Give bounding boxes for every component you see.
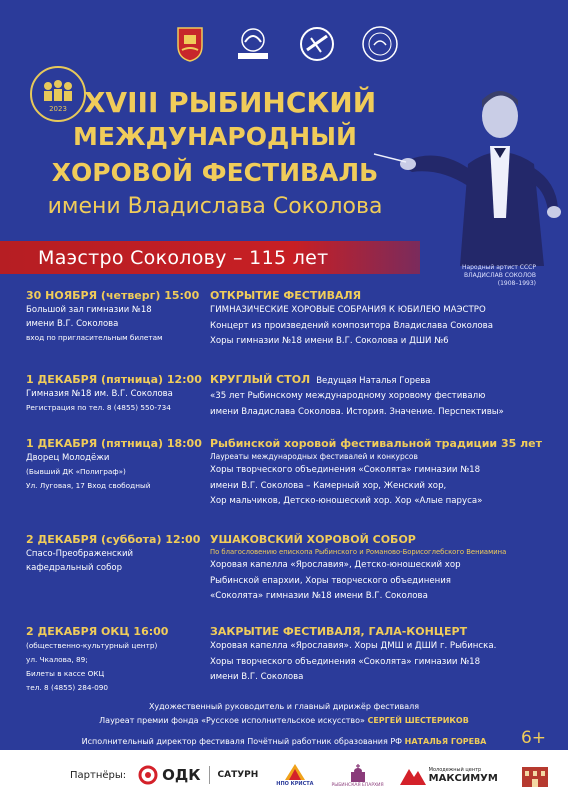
- eparchy-text: РЫБИНСКАЯ ЕПАРХИЯ: [331, 782, 384, 788]
- event-when-where: [26, 532, 206, 575]
- footer-line-1: Художественный руководитель и главный дирижёр фестиваля: [148, 702, 420, 711]
- footer-award: Лауреат премии фонда «Русское исполнительское искусство»: [99, 716, 365, 725]
- saturn-logo: [218, 770, 259, 780]
- event-date: 2 ДЕКАБРЯ ОКЦ 16:00: [26, 625, 169, 638]
- caption-years: (1908–1993): [497, 280, 536, 287]
- event-when-where: [26, 436, 206, 493]
- event-title: УШАКОВСКИЙ ХОРОВОЙ СОБОР: [210, 533, 416, 546]
- event-line: Хор мальчиков, Детско-юношеский хор. Хор «Алые паруса»: [210, 496, 483, 506]
- eparchy-logo: [332, 763, 384, 788]
- organizer-logos: [170, 20, 400, 68]
- odk-swirl-icon: [138, 765, 158, 785]
- title-line-1: XVIII РЫБИНСКИЙ: [83, 86, 377, 119]
- event-line: «35 лет Рыбинскому международному хоровому фестивалю: [210, 391, 486, 401]
- event-subtitle: Лауреаты международных фестивалей и конкурсов: [210, 452, 418, 461]
- event-place: Спасо-Преображенский: [26, 549, 134, 559]
- event-line: Хоры творческого объединения «Соколята» гимназии №18: [210, 656, 481, 667]
- maximum-mountain-icon: [400, 765, 426, 785]
- city-coat-of-arms-icon: [170, 24, 210, 64]
- event-line: имени В.Г. Соколова – Камерный хор, Женский хор,: [210, 480, 447, 491]
- event-host: Ведущая Наталья Горева: [316, 376, 431, 386]
- emblem-year: 2023: [49, 105, 67, 113]
- age-rating: 6+: [520, 728, 546, 748]
- cultural-center-logo: [520, 761, 550, 789]
- saturn-text: САТУРН: [217, 770, 259, 780]
- event-when-where: [26, 372, 206, 415]
- event-program: [210, 372, 556, 420]
- event-place: Гимназия №18 им. В.Г. Соколова: [26, 389, 173, 399]
- event-line: Хоровая капелла «Ярославия». Хоры ДМШ и ДШИ г. Рыбинска.: [210, 641, 497, 651]
- event-place: имени В.Г. Соколова: [26, 319, 119, 329]
- maximum-logo: [400, 765, 498, 785]
- partner-divider: [209, 766, 210, 784]
- odk-text: ОДК: [162, 766, 201, 784]
- event-when-where: [26, 288, 206, 345]
- event-line: «Соколята» гимназии №18 имени В.Г. Соколова: [210, 591, 428, 601]
- event-date: 1 ДЕКАБРЯ (пятница) 18:00: [26, 437, 202, 450]
- event-program: [210, 624, 556, 686]
- event-line: Хоры творческого объединения «Соколята» гимназии №18: [210, 465, 481, 475]
- anniversary-banner: [0, 241, 420, 274]
- footer-line-2: [0, 716, 568, 725]
- footer-director-name: СЕРГЕЙ ШЕСТЕРИКОВ: [367, 716, 469, 725]
- event-program: [210, 436, 556, 510]
- sokolyata-logo-icon: [233, 24, 273, 64]
- maximum-text: МАКСИМУМ: [428, 772, 498, 784]
- event-line: Концерт из произведений композитора Владислава Соколова: [210, 320, 493, 331]
- event-title: [210, 372, 556, 389]
- krista-triangle-icon: [284, 763, 306, 781]
- event-title-text: КРУГЛЫЙ СТОЛ: [210, 373, 311, 386]
- event-program: [210, 532, 556, 605]
- event-note: Ул. Луговая, 17 Вход свободный: [26, 481, 151, 490]
- event-place: кафедральный собор: [26, 563, 122, 573]
- conductor-caption: [416, 264, 536, 288]
- event-place: Дворец Молодёжи: [26, 453, 110, 463]
- event-place: Билеты в кассе ОКЦ: [26, 669, 105, 678]
- event-date: 30 НОЯБРЯ (четверг) 15:00: [26, 289, 200, 302]
- caption-name: ВЛАДИСЛАВ СОКОЛОВ: [464, 272, 536, 279]
- event-line: Рыбинской епархии, Хоры творческого объединения: [210, 575, 451, 586]
- title-line-2: МЕЖДУНАРОДНЫЙ: [73, 122, 357, 151]
- event-title: ОТКРЫТИЕ ФЕСТИВАЛЯ: [210, 289, 362, 302]
- event-line: имени В.Г. Соколова: [210, 672, 304, 682]
- event-line: Хоровая капелла «Ярославия», Детско-юношеский хор: [210, 560, 461, 570]
- odk-logo: [138, 765, 200, 785]
- title-line-3: ХОРОВОЙ ФЕСТИВАЛЬ: [51, 158, 379, 187]
- conductor-portrait: [368, 78, 568, 266]
- title-line-4: имени Владислава Соколова: [47, 194, 383, 219]
- building-icon: [520, 761, 550, 789]
- event-place: тел. 8 (4855) 284-090: [26, 683, 109, 692]
- event-line: ГИМНАЗИЧЕСКИЕ ХОРОВЫЕ СОБРАНИЯ К ЮБИЛЕЮ МАЭСТРО: [210, 305, 486, 315]
- event-date: 1 ДЕКАБРЯ (пятница) 12:00: [26, 373, 202, 386]
- church-icon: [347, 763, 369, 783]
- partners-strip: [0, 750, 568, 800]
- footer-line-3: [0, 737, 568, 746]
- event-when-where: [26, 624, 206, 695]
- event-title: ЗАКРЫТИЕ ФЕСТИВАЛЯ, ГАЛА-КОНЦЕРТ: [210, 625, 468, 638]
- choral-society-logo-icon: [360, 24, 400, 64]
- gymnasium-logo-icon: [297, 24, 337, 64]
- banner-text: Маэстро Соколову – 115 лет: [38, 246, 329, 269]
- event-note: Регистрация по тел. 8 (4855) 550-734: [26, 403, 171, 412]
- event-subtitle: По благословению епископа Рыбинского и Романово-Борисоглебского Вениамина: [210, 548, 507, 556]
- event-date: 2 ДЕКАБРЯ (суббота) 12:00: [26, 533, 201, 546]
- event-place: ул. Чкалова, 89;: [26, 655, 88, 664]
- event-line: имени Владислава Соколова. История. Значение. Перспективы»: [210, 406, 504, 417]
- krista-text: НПО КРИСТА: [276, 781, 314, 787]
- npo-krista-logo: [276, 763, 313, 787]
- event-title: Рыбинской хоровой фестивальной традиции 35 лет: [210, 437, 542, 450]
- event-note: вход по пригласительным билетам: [26, 333, 163, 342]
- footer-exec-name: НАТАЛЬЯ ГОРЕВА: [404, 737, 487, 746]
- event-line: Хоры гимназии №18 имени В.Г. Соколова и ДШИ №6: [210, 336, 449, 346]
- event-place: Большой зал гимназии №18: [26, 305, 152, 315]
- youth-center-text: Молодежный центр: [428, 766, 482, 773]
- event-program: [210, 288, 556, 350]
- caption-title: Народный артист СССР: [461, 264, 536, 271]
- footer-exec-role: Исполнительный директор фестиваля Почётный работник образования РФ: [81, 737, 403, 746]
- partners-label: Партнёры:: [70, 769, 127, 781]
- event-place: (общественно-культурный центр): [26, 641, 158, 650]
- event-note: (Бывший ДК «Полиграф»): [26, 467, 126, 476]
